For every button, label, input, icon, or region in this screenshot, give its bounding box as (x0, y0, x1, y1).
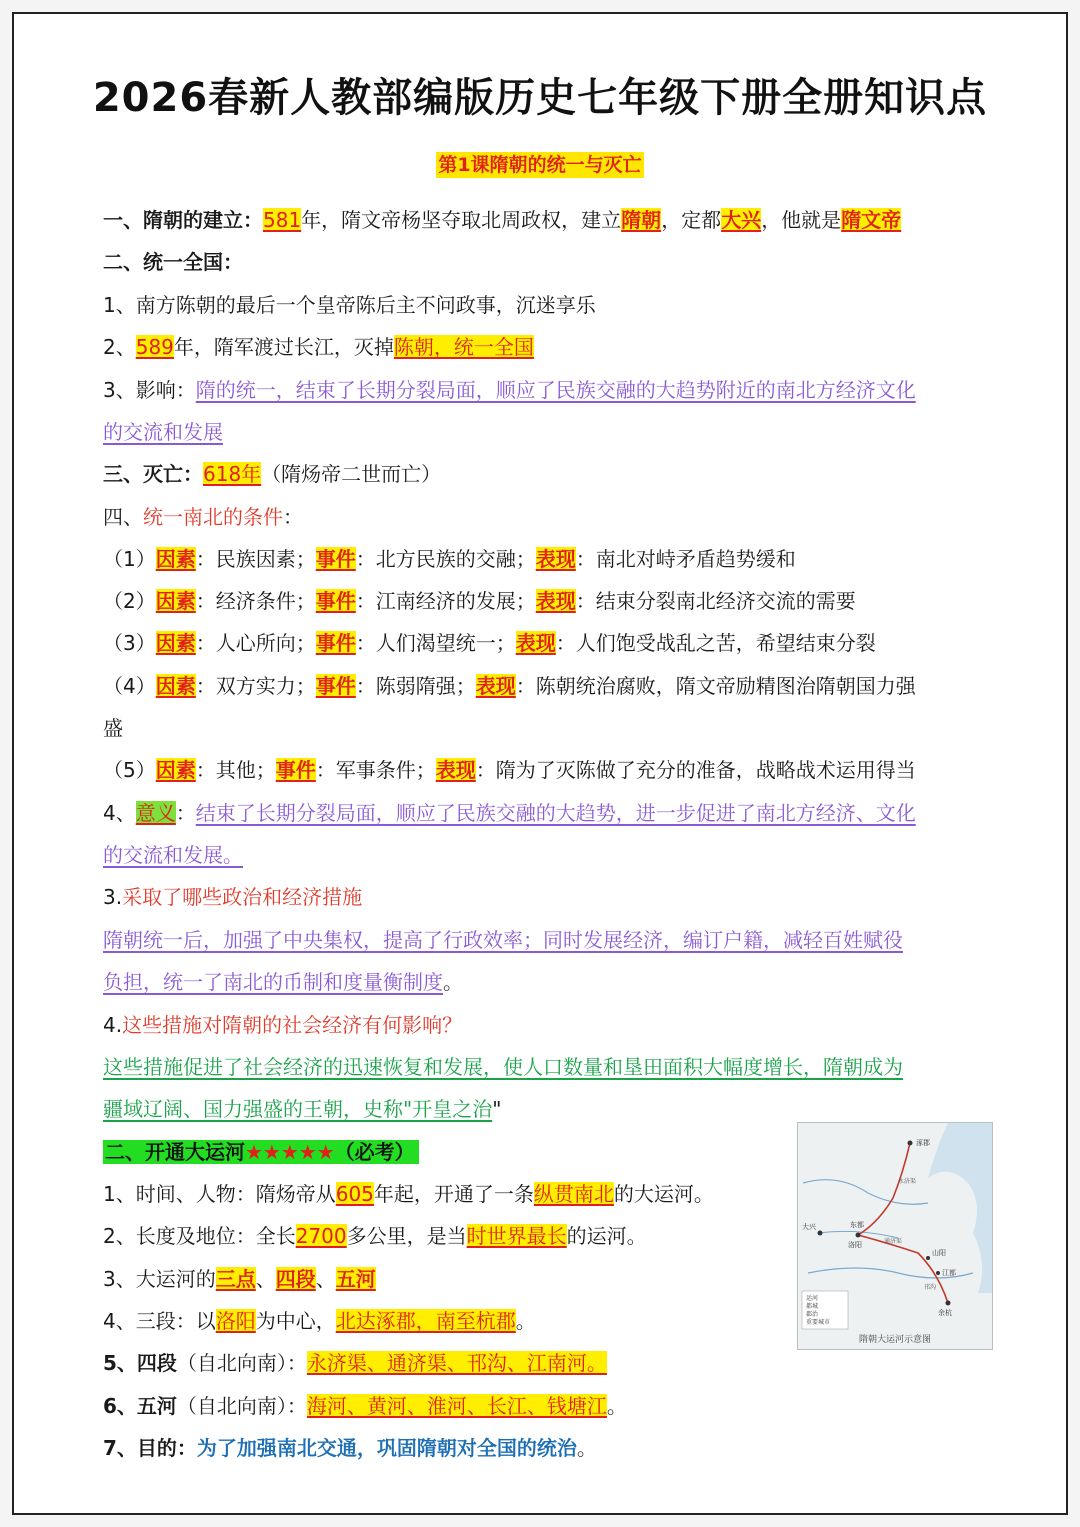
map-label: 大兴 (802, 1223, 816, 1231)
map-caption: 隋朝大运河示意图 (858, 1335, 931, 1345)
map-label: 涿郡 (916, 1139, 930, 1147)
line-answer-4: 这些措施促进了社会经济的迅速恢复和发展，使人口数量和垦田面积大幅度增长，隋朝成为 (103, 1055, 903, 1079)
line-answer-3-cont: 负担，统一了南北的币制和度量衡制度。 (103, 970, 463, 994)
line-conditions-heading: 四、统一南北的条件： (103, 505, 303, 529)
map-label: 永济渠 (898, 1178, 917, 1185)
star-rating-icon: ★★★★★ (245, 1140, 335, 1164)
canal-line: 5、四段（自北向南）：永济渠、通济渠、邗沟、江南河。 (103, 1351, 607, 1375)
city-marker (926, 1256, 930, 1260)
map-label: 山阳 (932, 1249, 946, 1257)
line-influence: 3、影响：隋的统一，结束了长期分裂局面，顺应了民族交融的大趋势附近的南北方经济文化 (103, 378, 916, 402)
condition-row: （4）因素：双方实力；事件：陈弱隋强；表现：陈朝统治腐败，隋文帝励精图治隋朝国力强 (103, 674, 916, 698)
legend-item: 重要城市 (806, 1319, 831, 1326)
legend-item: 郡治 (806, 1311, 819, 1318)
map-label: 邗沟 (924, 1284, 937, 1291)
map-label: 余杭 (938, 1309, 952, 1317)
sea-shape (928, 1123, 992, 1293)
canal-line: 4、三段：以洛阳为中心，北达涿郡，南至杭郡。 (103, 1309, 536, 1333)
line-fall: 三、灭亡：618年（隋炀帝二世而亡） (103, 462, 442, 486)
line-answer-3: 隋朝统一后，加强了中央集权，提高了行政效率；同时发展经济，编订户籍，减轻百姓赋役 (103, 928, 903, 952)
line-unify-heading: 二、统一全国： (103, 250, 243, 274)
city-marker (818, 1231, 823, 1236)
line-589: 2、589年，隋军渡过长江，灭掉陈朝，统一全国 (103, 335, 534, 359)
map-label: 洛阳 (848, 1241, 862, 1249)
grand-canal-map-svg (798, 1123, 992, 1333)
condition-row: （1）因素：民族因素；事件：北方民族的交融；表现：南北对峙矛盾趋势缓和 (103, 547, 796, 571)
lesson-heading: 第1课隋朝的统一与灭亡 (438, 154, 642, 176)
legend-item: 运河 (806, 1295, 819, 1302)
city-marker (856, 1233, 861, 1238)
city-marker (936, 1271, 940, 1275)
condition-row: （2）因素：经济条件；事件：江南经济的发展；表现：结束分裂南北经济交流的需要 (103, 589, 856, 613)
page-title: 2026春新人教部编版历史七年级下册全册知识点 (92, 75, 988, 121)
grand-canal-map (797, 1122, 993, 1350)
canal-line: 3、大运河的三点、四段、五河 (103, 1267, 376, 1291)
line-question-4: 4.这些措施对隋朝的社会经济有何影响？ (103, 1013, 463, 1037)
condition-row: （3）因素：人心所向；事件：人们渴望统一；表现：人们饱受战乱之苦，希望结束分裂 (103, 631, 876, 655)
line-chen-emperor: 1、南方陈朝的最后一个皇帝陈后主不问政事，沉迷享乐 (103, 293, 596, 317)
condition-row-cont: 盛 (103, 716, 123, 740)
city-marker (946, 1301, 951, 1306)
canal-line: 1、时间、人物：隋炀帝从605年起，开通了一条纵贯南北的大运河。 (103, 1182, 714, 1206)
map-label: 江都 (942, 1269, 956, 1277)
map-label: 东都 (850, 1221, 864, 1229)
line-question-3: 3.采取了哪些政治和经济措施 (103, 885, 363, 909)
line-answer-4-cont: 疆域辽阔、国力强盛的王朝，史称"开皇之治" (103, 1097, 502, 1121)
line-influence-cont: 的交流和发展 (103, 420, 223, 444)
line-significance: 4、意义：结束了长期分裂局面，顺应了民族交融的大趋势，进一步促进了南北方经济、文化 (103, 801, 916, 825)
city-marker (908, 1141, 913, 1146)
canal-line: 6、五河（自北向南）：海河、黄河、淮河、长江、钱塘江。 (103, 1394, 627, 1418)
canal-line: 7、目的：为了加强南北交通，巩固隋朝对全国的统治。 (103, 1436, 597, 1460)
line-significance-cont: 的交流和发展。 (103, 843, 243, 867)
map-label: 通济渠 (884, 1238, 903, 1245)
legend-item: 都城 (806, 1303, 819, 1310)
line-sui-founding: 一、隋朝的建立：581年，隋文帝杨坚夺取北周政权，建立隋朝，定都大兴，他就是隋文帝 (103, 208, 902, 232)
condition-row: （5）因素：其他；事件：军事条件；表现：隋为了灭陈做了充分的准备，战略战术运用得当 (103, 758, 916, 782)
section-grand-canal-heading: 二、开通大运河★★★★★（必考） (103, 1139, 419, 1165)
canal-line: 2、长度及地位：全长2700多公里，是当时世界最长的运河。 (103, 1224, 647, 1248)
